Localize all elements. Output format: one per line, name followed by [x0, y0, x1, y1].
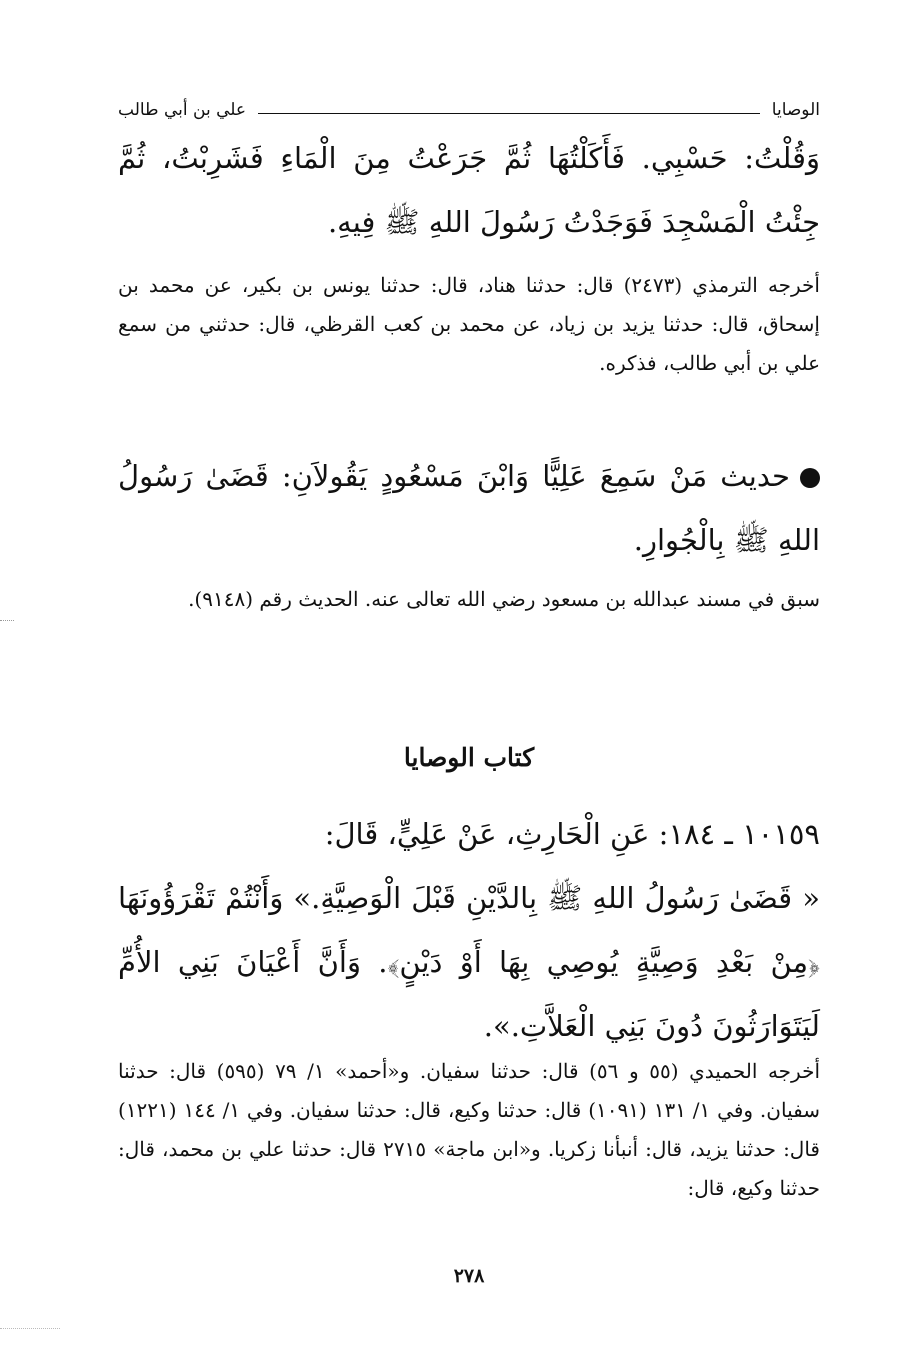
bullet-marker [800, 468, 820, 488]
header-rule [258, 113, 760, 114]
hadith-text-continued: وَقُلْتُ: حَسْبِي. فَأَكَلْتُهَا ثُمَّ جَرَعْتُ مِنَ الْمَاءِ فَشَرِبْتُ، ثُمَّ جِئْتُ الْمَسْجِدَ فَوَجَدْتُ رَسُولَ اللهِ ﷺ فِيهِ. [118, 141, 820, 239]
takhrij-paragraph: أخرجه الترمذي (٢٤٧٣) قال: حدثنا هناد، قال: حدثنا يونس بن بكير، عن محمد بن إسحاق، قال: حدثنا يزيد بن زياد، عن محمد بن كعب القرظي، قال: حدثني من سمع علي بن أبي طالب، فذكره. [118, 273, 820, 375]
running-header [118, 88, 820, 120]
book-heading: كتاب الوصايا [403, 743, 535, 772]
hadith-isnad: ١٠١٥٩ ـ ١٨٤: عَنِ الْحَارِثِ، عَنْ عَلِيٍّ، قَالَ: [324, 817, 820, 851]
header-musnad-title: علي بن أبي طالب [118, 100, 247, 120]
takhrij-paragraph: أخرجه الحميدي (٥٥ و ٥٦) قال: حدثنا سفيان. و«أحمد» ١/ ٧٩ (٥٩٥) قال: حدثنا سفيان. وفي ١/ ١٣١ (١٠٩١) قال: حدثنا وكيع، قال: حدثنا سفيان. وفي ١/ ١٤٤ (١٢٢١) قال: حدثنا يزيد، قال: أنبأنا زكريا. و«ابن ماجة» ٢٧١٥ قال: حدثنا علي بن محمد، قال: حدثنا وكيع، قال: [118, 1059, 821, 1200]
cross-reference-note: سبق في مسند عبدالله بن مسعود رضي الله تعالى عنه. الحديث رقم (٩١٤٨). [188, 587, 820, 611]
hadith-text: حديث مَنْ سَمِعَ عَلِيًّا وَابْنَ مَسْعُودٍ يَقُولاَنِ: قَضَىٰ رَسُولُ اللهِ ﷺ بِالْجُوارِ. [118, 459, 820, 557]
scan-edge-mark [0, 1328, 60, 1330]
hadith-entry [118, 444, 820, 572]
hadith-matn: « قَضَىٰ رَسُولُ اللهِ ﷺ بِالدَّيْنِ قَبْلَ الْوَصِيَّةِ.» وَأَنْتُمْ تَقْرَؤُونَهَا ﴿مِنْ بَعْدِ وَصِيَّةٍ يُوصِي بِهَا أَوْ دَيْنٍ﴾. وَأَنَّ أَعْيَانَ بَنِي الأُمِّ لَيَتَوَارَثُونَ دُونَ بَنِي الْعَلاَّتِ.». [118, 881, 820, 1043]
scan-edge-mark [0, 620, 14, 622]
header-chapter-title: الوصايا [771, 100, 820, 120]
page-number: ٢٧٨ [453, 1265, 485, 1287]
